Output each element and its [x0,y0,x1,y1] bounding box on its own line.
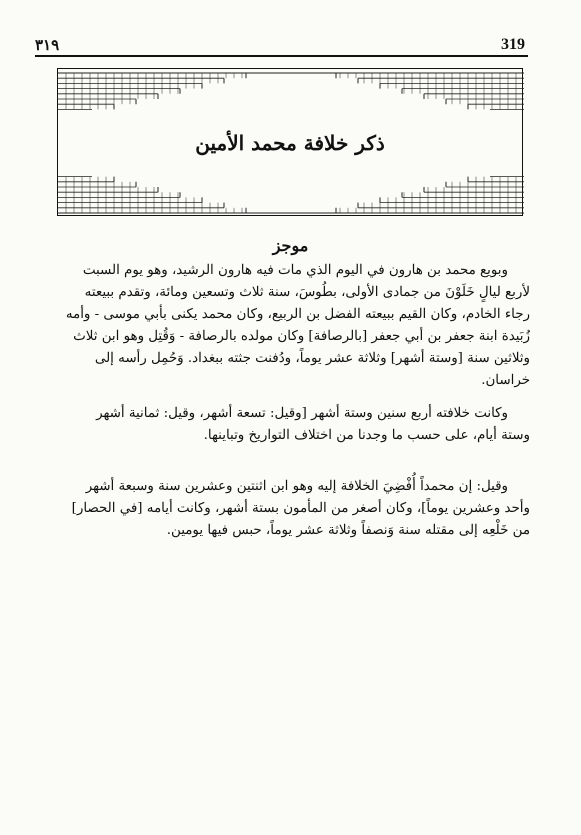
page-number-arabic: ٣١٩ [35,36,60,54]
paragraph-line: خراسان. [481,373,530,388]
chapter-title-frame [57,68,523,216]
paragraph-line: رجاء الخادم، وكان القيم ببيعته الفضل بن الربيع، وكان محمد يكنى بأبي موسى - وأمه [65,307,530,322]
chapter-title: ذكر خلافة محمد الأمين [195,131,385,155]
paragraph-line: وكانت خلافته أربع سنين وستة أشهر [وقيل: تسعة أشهر، وقيل: ثمانية أشهر [96,406,508,421]
paragraph-line: وثلاثين سنة [وستة أشهر] وثلاثة عشر يوماً، ودُفنت جثته ببغداد. وَحُمِل رأسه إلى [94,351,530,366]
section-heading: موجز [272,236,309,255]
page-number-latin: 319 [501,36,525,53]
paragraph-line: وبويع محمد بن هارون في اليوم الذي مات فيه هارون الرشيد، وهو يوم السبت [82,263,508,278]
paragraph-line: وقيل: إن محمداً أُفْضِيَ الخلافة إليه وهو ابن اثنتين وعشرين سنة وسبعة أشهر [85,479,508,494]
paragraph-line: وستة أيام، على حسب ما وجدنا من اختلاف التواريخ وتباينها. [203,428,530,443]
paragraph-3 [42,476,530,542]
paragraph-1 [42,260,530,392]
paragraph-line: وأحد وعشرين يوماً]، وكان أصغر من المأمون بستة أشهر، وكانت أيامه [في الحصار] [71,501,530,516]
paragraph-line: لأربع ليالٍ خَلَوْنَ من جمادى الأولى، بطُوسَ، سنة ثلاث وتسعين ومائة، وتقدم ببيعته [84,285,530,300]
paragraph-line: من خَلْعِه إلى مقتله سنة وَنصفاً وثلاثة عشر يوماً، حبس فيها يومين. [166,523,530,538]
paragraph-line: زُبَيدة ابنة جعفر بن أبي جعفر [بالرصافة] وكان مولده بالرصافة - وَقُتِل وهو ابن ثلاث [73,329,530,344]
paragraph-2 [42,403,530,447]
header-rule [35,55,528,57]
